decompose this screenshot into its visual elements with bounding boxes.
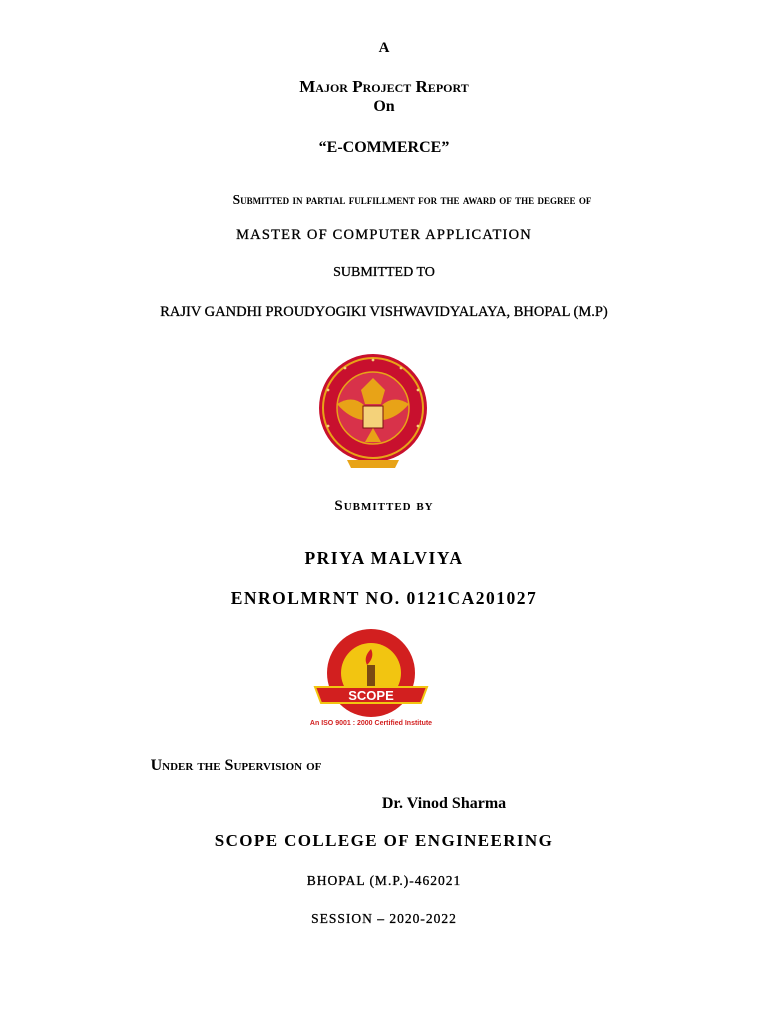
submitted-to-label: SUBMITTED TO — [333, 265, 435, 280]
scope-cert-text: An ISO 9001 : 2000 Certified Institute — [309, 720, 433, 727]
supervisor-name: Dr. Vinod Sharma — [381, 795, 507, 812]
scope-banner-text: SCOPE — [348, 688, 394, 703]
enrolment-number: ENROLMRNT NO. 0121CA201027 — [230, 588, 538, 608]
title-line2: On — [373, 98, 395, 115]
session: SESSION – 2020-2022 — [311, 911, 457, 926]
rgpv-seal-icon — [313, 350, 433, 472]
title-line1: Major Project Report — [299, 77, 469, 96]
university-name: RAJIV GANDHI PROUDYOGIKI VISHWAVIDYALAYA, BHOPAL (M.P) — [160, 304, 608, 320]
line-a: A — [378, 40, 390, 56]
city-pin: BHOPAL (M.P.)-462021 — [306, 873, 462, 888]
submitted-by-label: Submitted by — [334, 498, 434, 514]
degree: MASTER OF COMPUTER APPLICATION — [236, 227, 532, 243]
supervision-label: Under the Supervision of — [150, 757, 322, 774]
submission-note: Submitted in partial fulfillment for the award of the degree of — [232, 192, 592, 207]
college-name: SCOPE COLLEGE OF ENGINEERING — [214, 831, 554, 850]
student-name: PRIYA MALVIYA — [304, 548, 464, 568]
project-name: “E-COMMERCE” — [318, 139, 450, 156]
scope-college-logo-icon — [305, 627, 439, 729]
